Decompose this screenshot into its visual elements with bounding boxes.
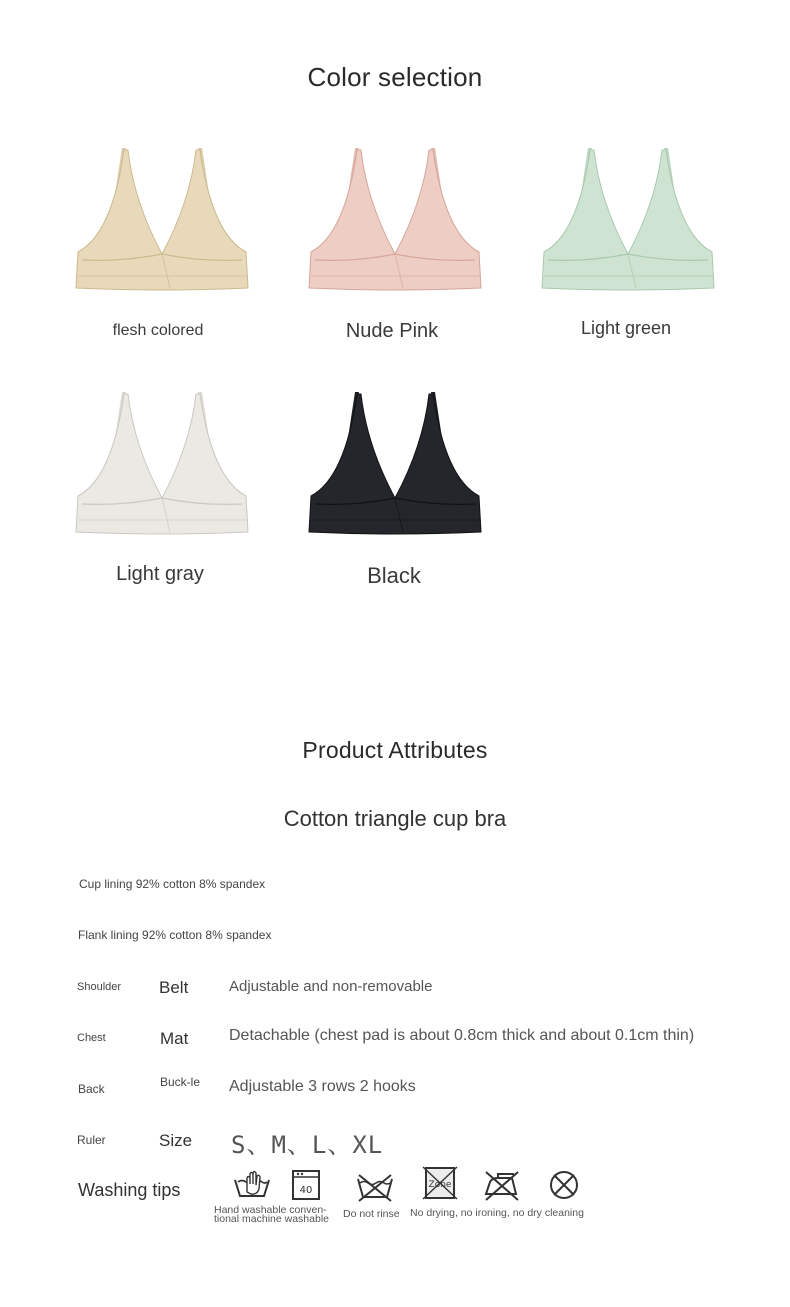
hand-wash-icon	[232, 1168, 272, 1202]
wash-caption-hand-machine-1: Hand washable conven-	[214, 1204, 327, 1216]
no-dry-cleaning-icon	[544, 1168, 584, 1202]
product-subtitle: Cotton triangle cup bra	[283, 806, 507, 831]
bra-image	[72, 142, 252, 302]
color-option-light-green[interactable]	[538, 142, 718, 302]
color-label-light-gray: Light gray	[116, 563, 204, 585]
flank-lining-text: Flank lining 92% cotton 8% spandex	[78, 928, 272, 942]
mat-label: Mat	[160, 1029, 189, 1048]
attributes-section-title: Product Attributes	[0, 737, 790, 764]
bra-image	[538, 142, 718, 302]
bra-image	[305, 142, 485, 302]
belt-label: Belt	[159, 978, 189, 997]
color-section-title: Color selection	[0, 62, 790, 93]
color-option-black[interactable]	[305, 386, 485, 546]
color-label-nude-pink: Nude Pink	[345, 320, 439, 342]
shoulder-label: Shoulder	[77, 981, 122, 993]
cup-lining-text: Cup lining 92% cotton 8% spandex	[79, 877, 266, 891]
color-label-light-green: Light green	[580, 318, 672, 338]
shoulder-belt-value: Adjustable and non-removable	[229, 978, 433, 995]
color-option-nude-pink[interactable]	[305, 142, 485, 302]
no-ironing-icon	[482, 1168, 522, 1202]
bra-image	[72, 386, 252, 546]
wash-caption-hand-machine-2: tional machine washable	[214, 1213, 329, 1225]
no-drying-icon	[420, 1166, 460, 1200]
color-label-flesh-colored: flesh colored	[112, 322, 204, 339]
chest-mat-value: Detachable (chest pad is about 0.8cm thick and about 0.1cm thin)	[229, 1027, 695, 1044]
size-values: S、M、L、XL	[231, 1131, 384, 1159]
size-label: Size	[159, 1131, 193, 1150]
color-option-flesh-colored[interactable]	[72, 142, 252, 302]
color-label-black: Black	[367, 563, 421, 588]
bra-image	[305, 386, 485, 546]
color-option-light-gray[interactable]	[72, 386, 252, 546]
wash-caption-do-not-rinse: Do not rinse	[343, 1208, 400, 1220]
chest-label: Chest	[77, 1032, 106, 1044]
machine-wash-40-icon	[288, 1168, 328, 1202]
ruler-label: Ruler	[77, 1133, 106, 1147]
back-buckle-value: Adjustable 3 rows 2 hooks	[229, 1078, 416, 1095]
buckle-label: Buck-le	[160, 1075, 201, 1089]
back-label: Back	[78, 1082, 105, 1096]
washing-tips-label: Washing tips	[78, 1180, 181, 1200]
svg-text:Zone: Zone	[428, 1180, 452, 1190]
svg-text:40: 40	[299, 1185, 313, 1196]
do-not-rinse-icon	[355, 1171, 395, 1205]
wash-caption-no-drying: No drying, no ironing, no dry cleaning	[410, 1207, 584, 1219]
